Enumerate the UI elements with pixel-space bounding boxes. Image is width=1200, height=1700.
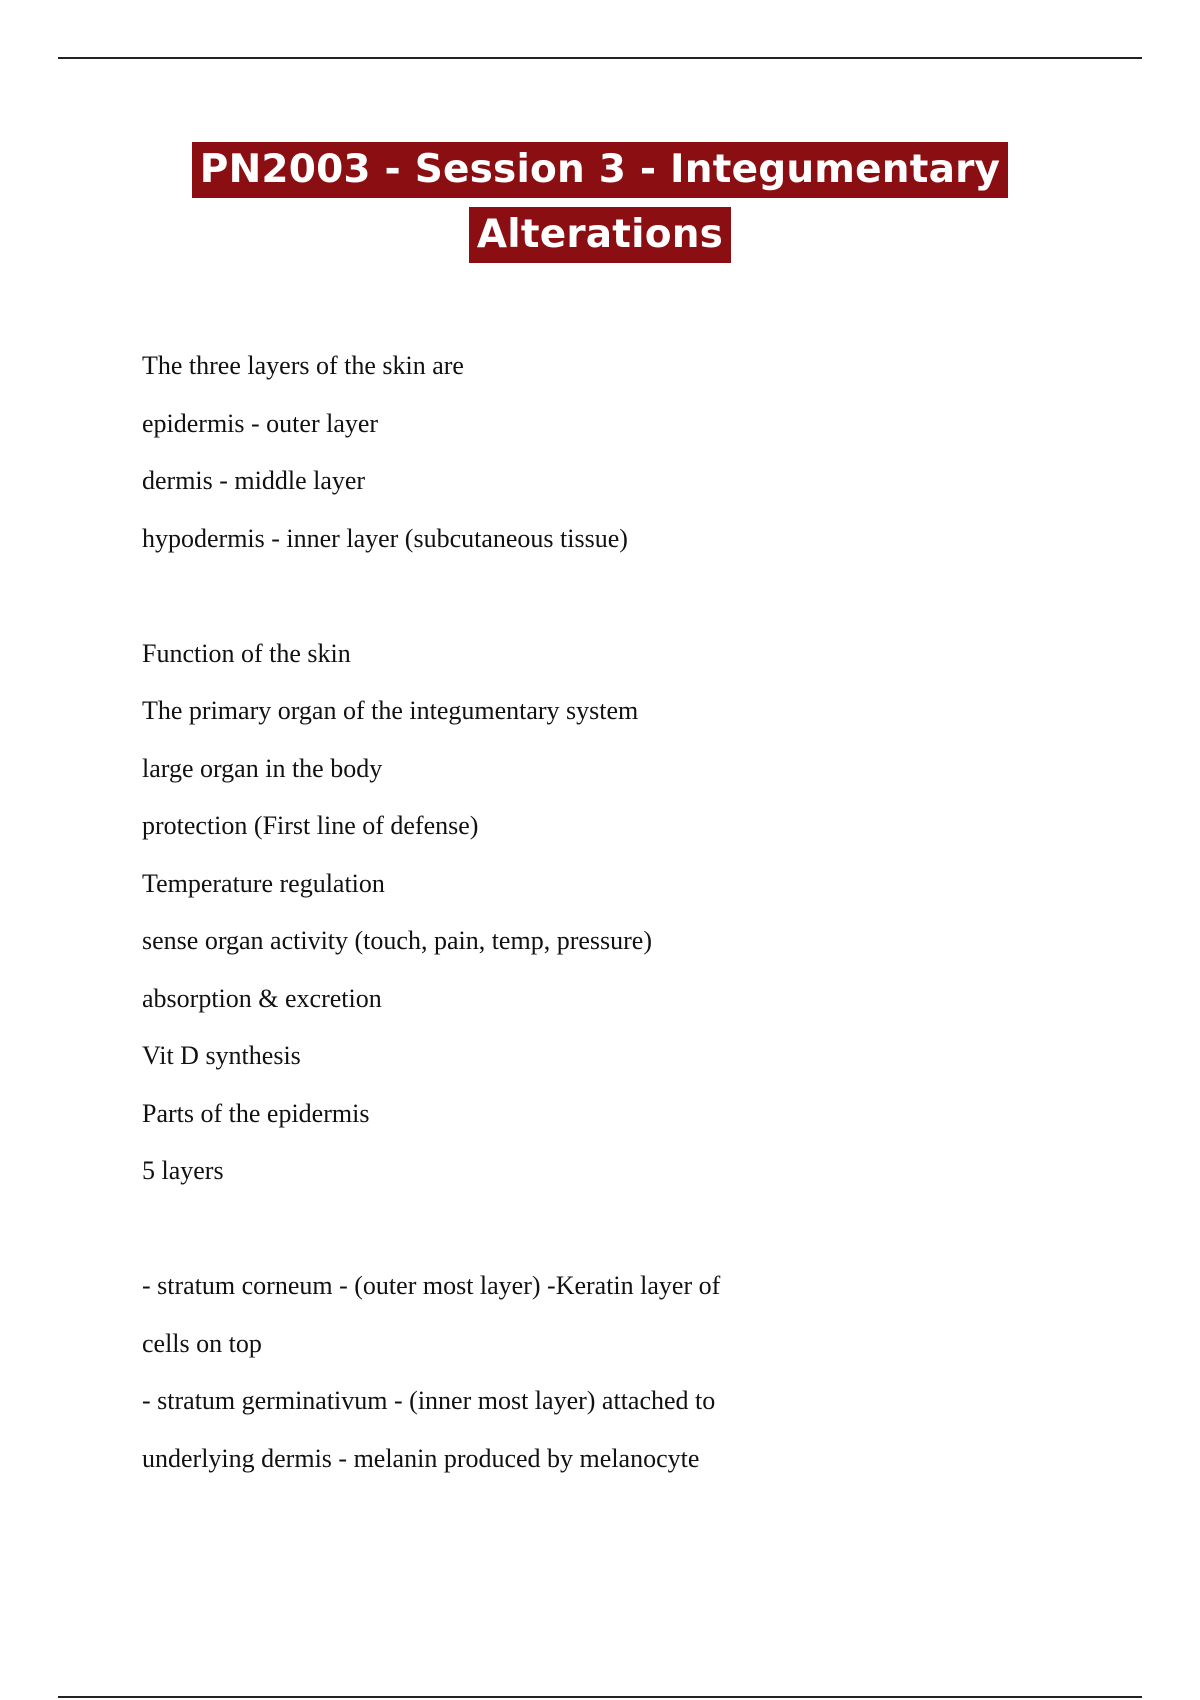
body-line: underlying dermis - melanin produced by melanocyte <box>142 1443 700 1473</box>
body-line: epidermis - outer layer <box>142 408 379 438</box>
body-line: large organ in the body <box>142 753 383 783</box>
top-rule <box>58 57 1142 59</box>
body-line: The primary organ of the integumentary system <box>142 696 639 725</box>
body-line: Function of the skin <box>142 638 351 668</box>
body-line: hypodermis - inner layer (subcutaneous tissue) <box>142 523 628 553</box>
blank-line <box>142 575 1102 633</box>
body-line: - stratum corneum - (outer most layer) -Keratin layer of <box>142 1271 721 1300</box>
body-line: Parts of the epidermis <box>142 1098 370 1128</box>
blank-line <box>142 1208 1102 1266</box>
body-line: Vit D synthesis <box>142 1041 301 1070</box>
body-line: 5 layers <box>142 1156 224 1185</box>
bottom-rule <box>58 1696 1142 1698</box>
body-line: dermis - middle layer <box>142 466 366 495</box>
body-line: Temperature regulation <box>142 868 385 898</box>
body-line: protection (First line of defense) <box>142 811 479 840</box>
body-line: cells on top <box>142 1328 262 1358</box>
body-line: - stratum germinativum - (inner most layer) attached to <box>142 1386 716 1415</box>
body-line: sense organ activity (touch, pain, temp, pressure) <box>142 926 652 955</box>
body-line: absorption & excretion <box>142 983 382 1013</box>
body-line: The three layers of the skin are <box>142 351 464 380</box>
document-body <box>142 345 1102 1495</box>
title-line-1: PN2003 - Session 3 - Integumentary <box>192 142 1008 198</box>
document-title <box>0 142 1200 263</box>
title-line-2: Alterations <box>469 207 731 263</box>
